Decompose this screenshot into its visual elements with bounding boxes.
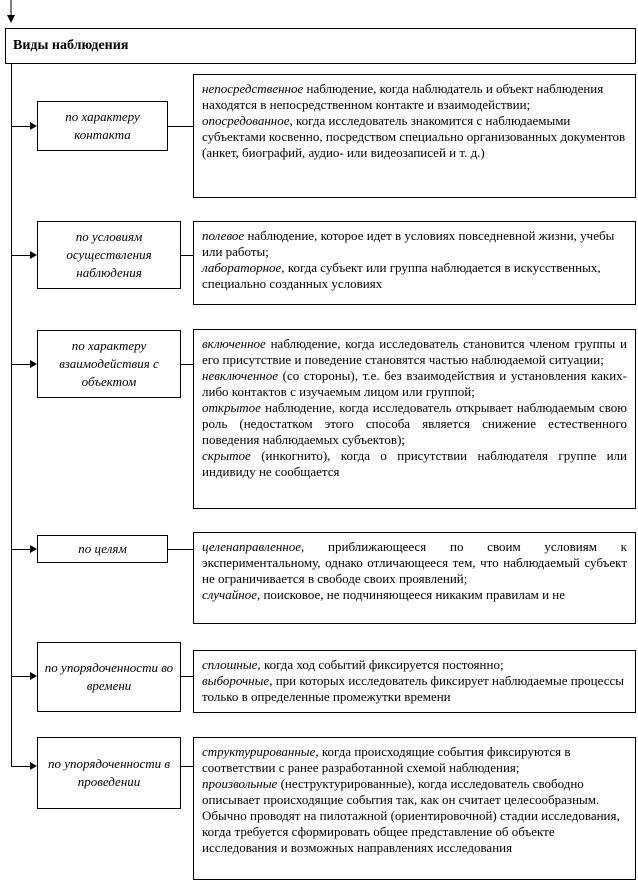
- category-label: по упорядоченности в проведении: [47, 756, 171, 789]
- description-item: целенаправленное, приближающееся по своим условиям к экспериментальному, однако отличающееся тем, что наблюдаемый субъект не ограничивается в свободе своих проявлений;: [202, 539, 627, 586]
- description-box-conditions: [193, 221, 636, 305]
- category-box-procedure: [37, 737, 181, 809]
- connector-6: [11, 766, 31, 767]
- description-box-interaction: [193, 329, 636, 509]
- arrow-right-icon: [30, 360, 37, 368]
- arrow-right-icon: [30, 122, 37, 130]
- description-item: сплошные, когда ход событий фиксируется постоянно;: [202, 657, 504, 672]
- link-line: [181, 676, 193, 677]
- description-item: произвольные (неструктурированные), когда исследователь свободно описывает происходящие события так, как он считает целесообразным. Обычно проводят на пилотажной (ориентировочной) стадии исследования, когда требуется сформировать общее представление об объекте исследования и возможных направлениях исследования: [202, 776, 620, 855]
- arrow-right-icon: [30, 672, 37, 680]
- description-item: лабораторное, когда субъект или группа наблюдается в искусственных, специально созданных условиях: [202, 260, 601, 291]
- description-item: невключенное (со стороны), т.е. без взаимодействия и установления каких-либо контактов с изучаемым лицом или группой;: [202, 368, 627, 399]
- category-box-conditions: [37, 221, 181, 289]
- arrow-right-icon: [30, 762, 37, 770]
- category-label: по характеру взаимодействия с объектом: [59, 338, 159, 389]
- category-box-time: [37, 642, 181, 712]
- description-item: опосредованное, когда исследователь знакомится с наблюдаемыми субъектами косвенно, посредством специально организованных документов (анкет, биографий, аудио- или видеозаписей и т. д.): [202, 113, 626, 160]
- link-line: [168, 126, 193, 127]
- description-item: непосредственное наблюдение, когда наблюдатель и объект наблюдения находятся в непосредственном контакте и взаимодействии;: [202, 81, 604, 112]
- top-arrow-icon: [7, 15, 15, 23]
- link-line: [168, 549, 193, 550]
- description-box-procedure: [193, 737, 636, 880]
- description-item: открытое наблюдение, когда исследователь открывает наблюдаемым свою роль (недостатком этого способа является снижение естественного поведения наблюдаемых субъектов);: [202, 400, 627, 447]
- link-line: [181, 766, 193, 767]
- arrow-right-icon: [30, 545, 37, 553]
- category-box-contact: [37, 101, 168, 151]
- description-item: структурированные, когда происходящие события фиксируются в соответствии с ранее разработанной схемой наблюдения;: [202, 744, 571, 775]
- connector-4: [11, 549, 31, 550]
- category-label: по целям: [78, 541, 127, 556]
- spine-line: [11, 64, 12, 766]
- category-label: по условиям осуществления наблюдения: [66, 229, 152, 280]
- description-item: включенное наблюдение, когда исследователь становится членом группы и его присутствие и поведение становятся частью наблюдаемой ситуации;: [202, 336, 627, 367]
- description-item: полевое наблюдение, которое идет в условиях повседневной жизни, учебы или работы;: [202, 228, 615, 259]
- connector-1: [11, 126, 31, 127]
- description-box-contact: [193, 74, 636, 198]
- category-label: по характеру контакта: [65, 109, 140, 142]
- description-item: скрытое (инкогнито), когда о присутствии наблюдателя группе или индивиду не сообщается: [202, 448, 627, 479]
- diagram-title: Виды наблюдения: [5, 28, 636, 64]
- description-box-goals: [193, 532, 636, 624]
- description-item: случайное, поисковое, не подчиняющееся никаким правилам и не: [202, 587, 566, 602]
- category-box-goals: [37, 535, 168, 563]
- category-label: по упорядоченности во времени: [44, 660, 174, 693]
- arrow-right-icon: [30, 251, 37, 259]
- link-line: [181, 255, 193, 256]
- description-box-time: [193, 650, 636, 713]
- description-item: выборочные, при которых исследователь фиксирует наблюдаемые процессы только в определенные промежутки времени: [202, 673, 624, 704]
- link-line: [181, 364, 193, 365]
- connector-5: [11, 676, 31, 677]
- category-box-interaction: [37, 330, 181, 398]
- connector-2: [11, 255, 31, 256]
- connector-3: [11, 364, 31, 365]
